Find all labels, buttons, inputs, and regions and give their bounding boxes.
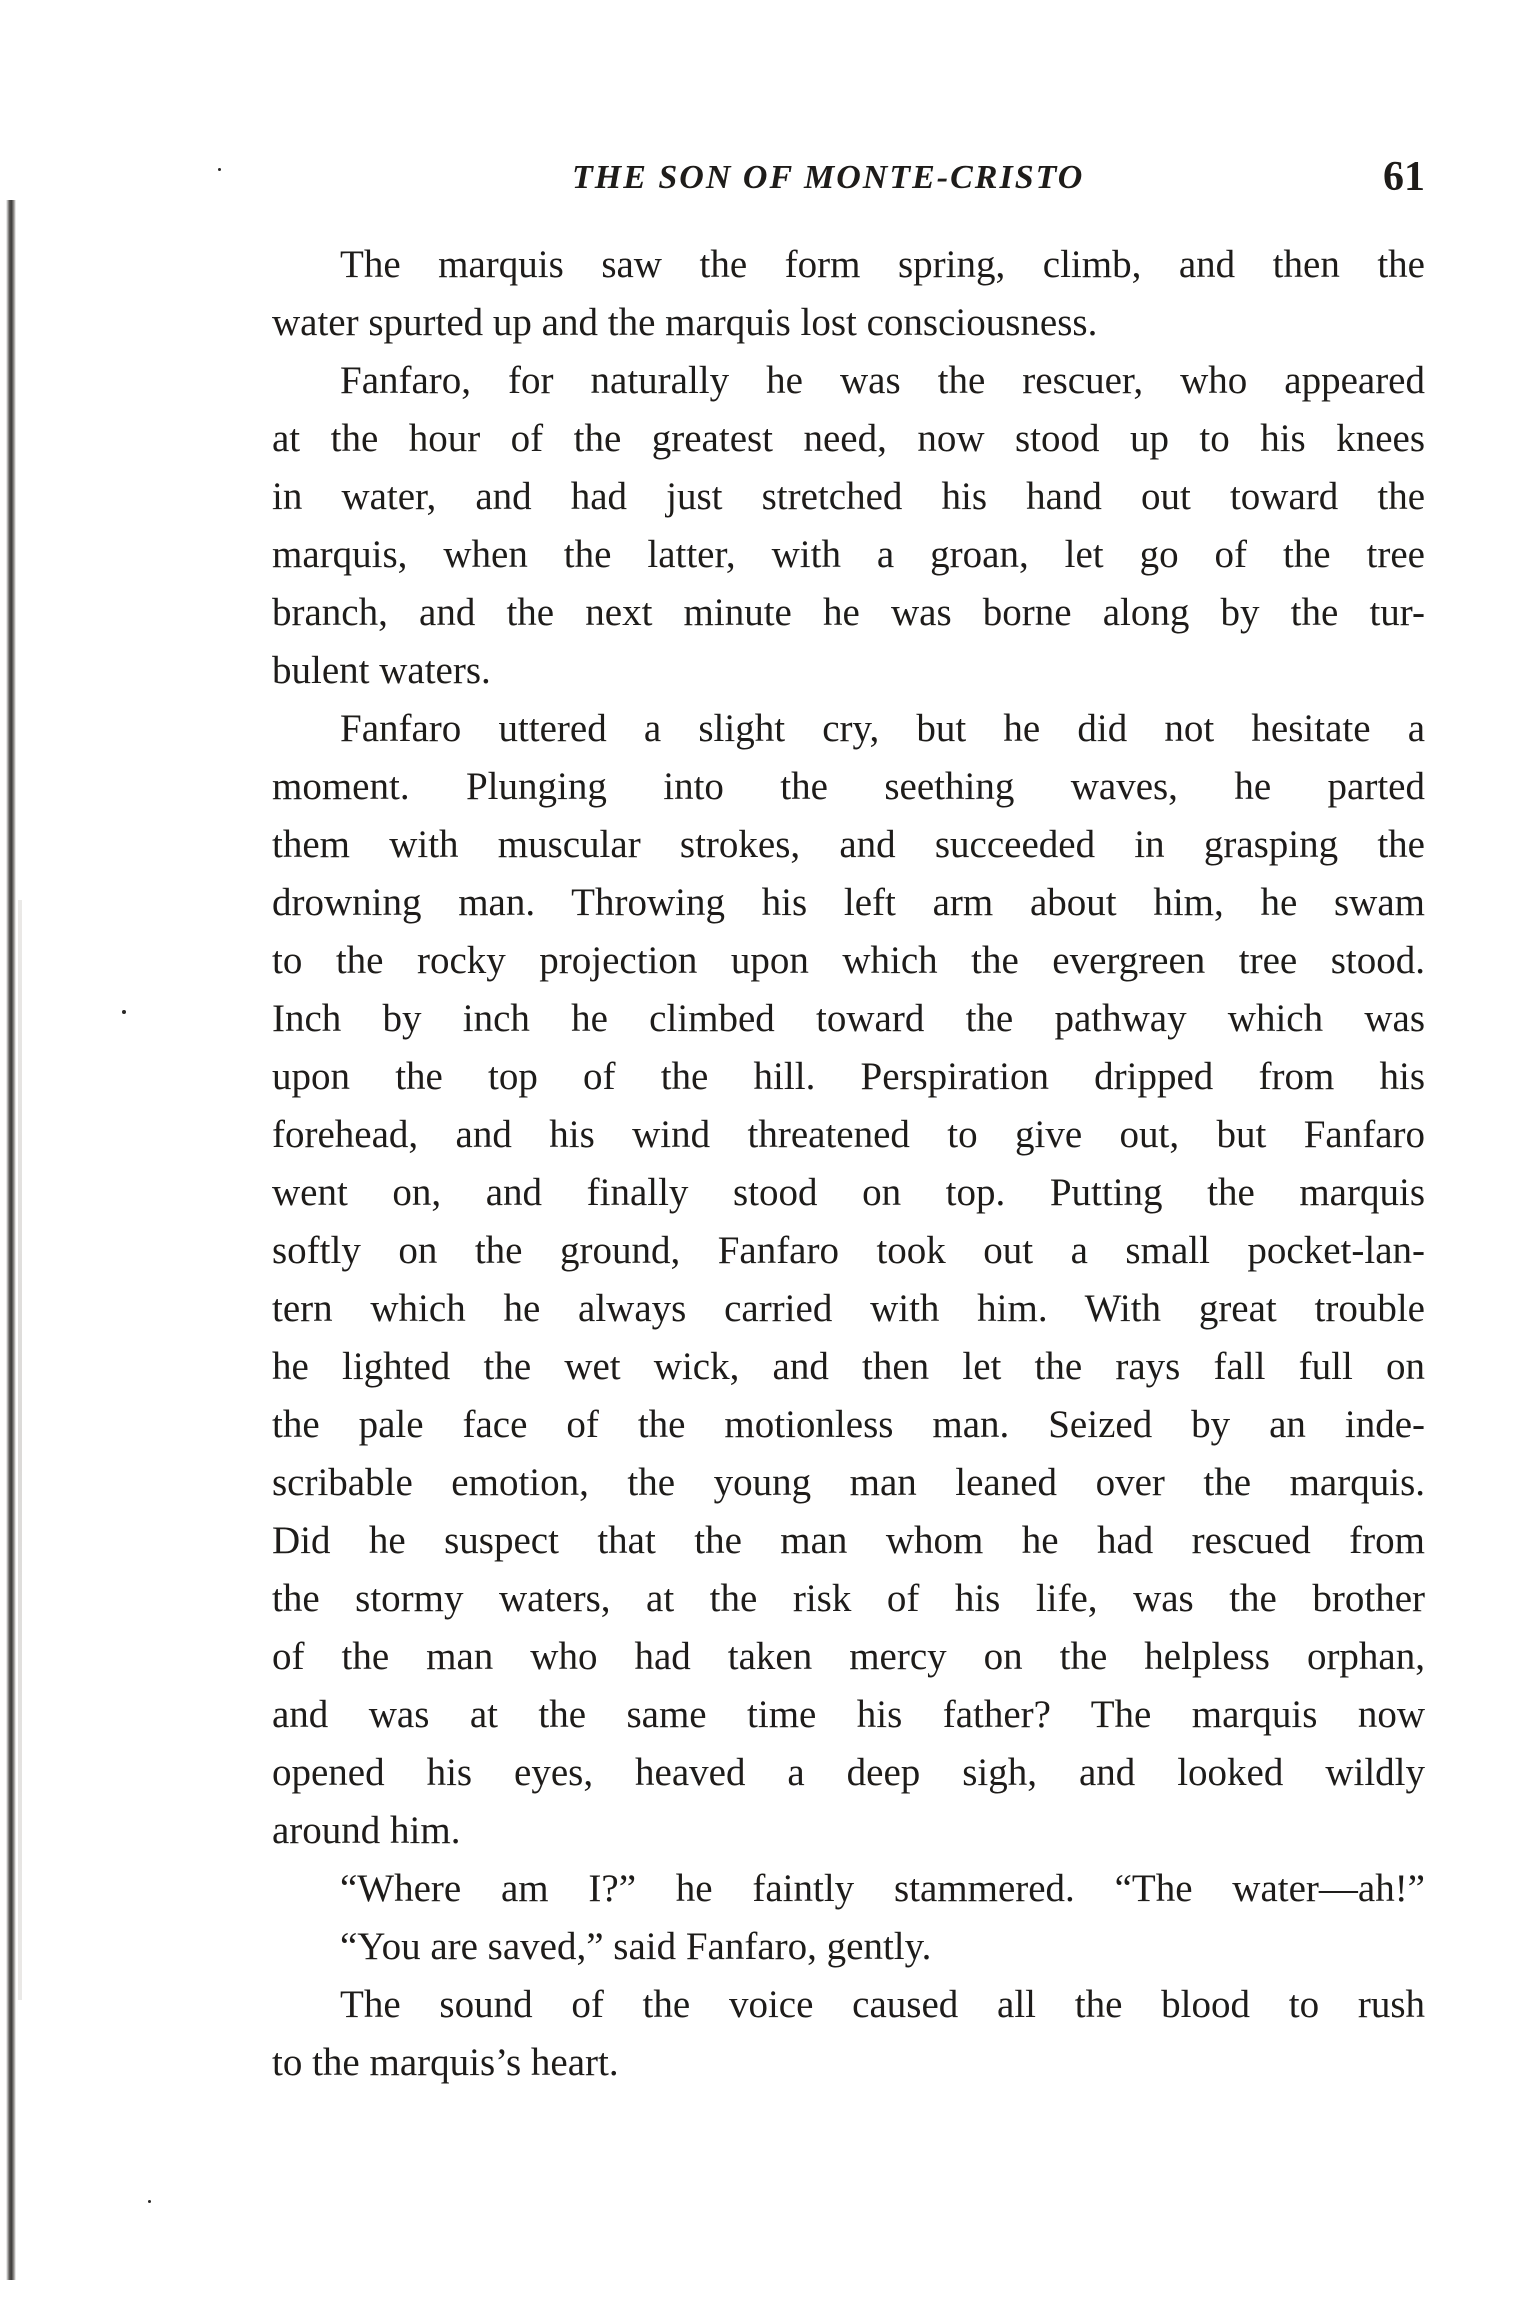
text-line: bulent waters.: [272, 649, 491, 692]
text-line: Fanfaro uttered a slight cry, but he did not hesitate a: [340, 707, 1425, 750]
text-line: he lighted the wet wick, and then let the rays fall full on: [272, 1345, 1425, 1388]
text-line: of the man who had taken mercy on the helpless orphan,: [272, 1635, 1425, 1678]
text-line: scribable emotion, the young man leaned over the marquis.: [272, 1461, 1425, 1504]
text-line: Did he suspect that the man whom he had rescued from: [272, 1519, 1425, 1562]
text-line: the stormy waters, at the risk of his life, was the brother: [272, 1577, 1425, 1620]
text-line: Fanfaro, for naturally he was the rescuer, who appeared: [340, 359, 1425, 402]
print-speck: [148, 2200, 151, 2203]
print-speck: [218, 168, 221, 171]
page-binding-shadow: [6, 200, 16, 2280]
text-line: drowning man. Throwing his left arm about him, he swam: [272, 881, 1425, 924]
text-line: The sound of the voice caused all the blood to rush: [340, 1983, 1425, 2026]
text-line: “You are saved,” said Fanfaro, gently.: [340, 1925, 932, 1968]
text-line: around him.: [272, 1809, 461, 1852]
text-line: softly on the ground, Fanfaro took out a small pocket-lan-: [272, 1229, 1425, 1272]
print-speck: [122, 1010, 126, 1014]
text-line: the pale face of the motionless man. Seized by an inde-: [272, 1403, 1425, 1446]
text-line: in water, and had just stretched his hand out toward the: [272, 475, 1425, 518]
text-line: branch, and the next minute he was borne along by the tur-: [272, 591, 1425, 634]
page-header: [270, 145, 1425, 215]
body-text: [272, 236, 1425, 2092]
text-line: upon the top of the hill. Perspiration dripped from his: [272, 1055, 1425, 1098]
page-edge-shading: [18, 900, 22, 2000]
text-line: Inch by inch he climbed toward the pathway which was: [272, 997, 1425, 1040]
text-line: “Where am I?” he faintly stammered. “The water—ah!”: [340, 1867, 1425, 1910]
page-number: 61: [1383, 154, 1425, 200]
text-line: marquis, when the latter, with a groan, let go of the tree: [272, 533, 1425, 576]
text-line: at the hour of the greatest need, now stood up to his knees: [272, 417, 1425, 460]
text-line: went on, and finally stood on top. Putting the marquis: [272, 1171, 1425, 1214]
text-line: forehead, and his wind threatened to give out, but Fanfaro: [272, 1113, 1425, 1156]
text-line: moment. Plunging into the seething waves, he parted: [272, 765, 1425, 808]
text-line: and was at the same time his father? The marquis now: [272, 1693, 1425, 1736]
text-line: opened his eyes, heaved a deep sigh, and looked wildly: [272, 1751, 1425, 1794]
text-line: tern which he always carried with him. With great trouble: [272, 1287, 1425, 1330]
text-line: them with muscular strokes, and succeeded in grasping the: [272, 823, 1425, 866]
text-line: to the marquis’s heart.: [272, 2041, 619, 2084]
text-line: water spurted up and the marquis lost consciousness.: [272, 301, 1098, 344]
running-title: THE SON OF MONTE-CRISTO: [572, 159, 1085, 196]
text-line: The marquis saw the form spring, climb, and then the: [340, 243, 1425, 286]
text-line: to the rocky projection upon which the evergreen tree stood.: [272, 939, 1425, 982]
